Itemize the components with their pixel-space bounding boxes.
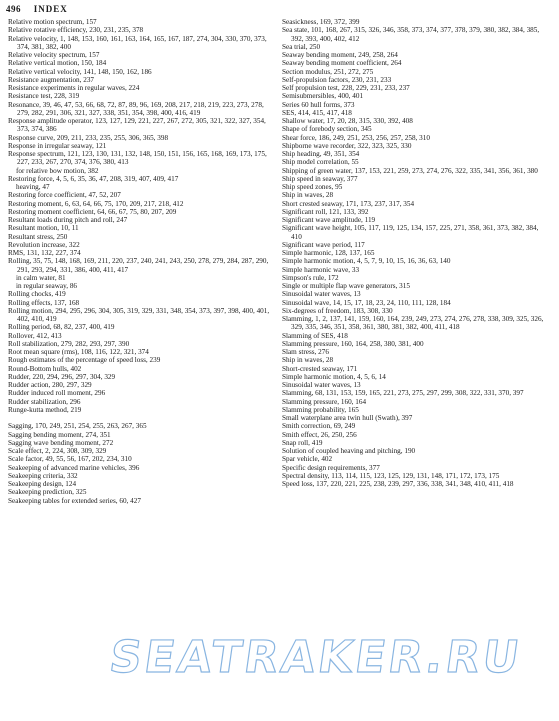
index-entry: Resultant loads during pitch and roll, 247	[8, 216, 128, 224]
index-entry: SES, 414, 415, 417, 418	[282, 108, 352, 117]
index-entry: Resonance, 39, 46, 47, 53, 66, 68, 72, 87, 89, 96, 169, 208, 217, 218, 219, 223, 273, 278, 279, 282, 291, 306, 321, 327, 338, 351, 354, 398, 400, 416, 419	[8, 100, 264, 117]
index-entry: Significant wave height, 105, 117, 119, 125, 134, 157, 225, 271, 358, 361, 373, 382, 384, 410	[282, 224, 539, 241]
index-entry: Specific design requirements, 377	[282, 463, 380, 472]
index-entry: Restoring moment, 6, 63, 64, 66, 75, 170, 209, 217, 218, 412	[8, 199, 184, 208]
index-entry: Response amplitude operator, 123, 127, 129, 221, 227, 267, 272, 305, 321, 322, 327, 354, 373, 374, 386	[8, 117, 266, 134]
index-entry: Sinusoidal water waves, 13	[282, 381, 361, 389]
index-entry: Sagging, 170, 249, 251, 254, 255, 263, 267, 365	[8, 422, 147, 431]
index-entry: Sea trial, 250	[282, 42, 321, 51]
index-entry: Scale effect, 2, 224, 308, 309, 329	[8, 447, 107, 455]
index-subentry: in calm water, 81	[16, 273, 66, 282]
index-entry: Resistance experiments in regular waves, 224	[8, 84, 140, 92]
index-entry: Spectral density, 113, 114, 115, 123, 125, 129, 131, 148, 171, 172, 173, 175	[282, 471, 500, 480]
index-entry: Self-propulsion factors, 230, 231, 233	[282, 75, 392, 84]
index-entry: Shape of forebody section, 345	[282, 125, 372, 134]
index-subentry: for relative bow motion, 382	[16, 166, 99, 175]
page-title: INDEX	[33, 4, 68, 14]
index-entry: Rudder stabilization, 296	[8, 397, 81, 406]
index-column-left	[8, 18, 272, 505]
index-entry: Series 60 hull forms, 373	[282, 100, 355, 109]
index-entry: Solution of coupled heaving and pitching, 190	[282, 447, 416, 455]
index-entry: Single or multiple flap wave generators, 315	[282, 282, 410, 290]
index-entry: Rudder induced roll moment, 296	[8, 389, 106, 398]
index-entry: Ship in waves, 28	[282, 191, 334, 200]
index-entry: Relative vertical motion, 150, 184	[8, 59, 107, 68]
index-entry: Short-crested seaway, 171	[282, 364, 358, 373]
index-entry: Restoring force coefficient, 47, 52, 207	[8, 191, 121, 200]
index-entry: Simple harmonic motion, 4, 5, 7, 9, 10, 15, 16, 36, 63, 140	[282, 257, 451, 266]
index-entry: Seakeeping design, 124	[8, 480, 77, 488]
index-entry: Rolling period, 68, 82, 237, 400, 419	[8, 323, 115, 332]
index-entry: Sagging bending moment, 274, 351	[8, 430, 111, 439]
index-entry: Shipping of green water, 137, 153, 221, 259, 273, 274, 276, 322, 335, 341, 356, 361, 380	[282, 166, 538, 175]
index-subentry: heaving, 47	[16, 183, 50, 191]
index-entry: Rolling, 35, 75, 148, 168, 169, 211, 220, 237, 240, 241, 243, 250, 278, 279, 284, 287, 290, 291, 293, 294, 331, 386, 400, 411, 417	[8, 257, 269, 274]
index-entry: Simple harmonic wave, 33	[282, 265, 360, 274]
index-entry: Ship in waves, 28	[282, 356, 334, 365]
index-entry: Scale factor, 49, 55, 56, 167, 202, 234, 310	[8, 455, 132, 464]
section-gap	[8, 414, 272, 422]
index-entry: Root mean square (rms), 108, 116, 122, 321, 374	[8, 348, 149, 356]
index-entry: Sinusoidal water waves, 13	[282, 290, 361, 299]
index-entry: Sea state, 101, 168, 267, 315, 326, 346, 358, 373, 374, 377, 378, 379, 380, 382, 384, 385, 392, 393, 400, 402, 412	[282, 26, 540, 43]
index-entry: Slamming of SES, 418	[282, 331, 348, 340]
index-entry: Revolution increase, 322	[8, 240, 80, 249]
index-entry: Speed loss, 137, 220, 221, 225, 238, 239, 297, 336, 338, 341, 348, 410, 411, 418	[282, 480, 514, 488]
index-entry: Relative velocity, 1, 148, 153, 160, 161, 163, 164, 165, 167, 187, 274, 304, 330, 370, 373, 374, 381, 382, 400	[8, 34, 267, 51]
watermark: SEATRAKER.RU	[106, 632, 526, 683]
index-entry: Semisubmersibles, 400, 401	[282, 92, 364, 101]
index-entry: Seakeeping prediction, 325	[8, 488, 87, 497]
index-entry: Rudder, 220, 294, 296, 297, 304, 329	[8, 372, 116, 381]
index-subentry: in regular seaway, 86	[16, 282, 78, 290]
index-entry: Simple harmonic motion, 4, 5, 6, 14	[282, 372, 386, 381]
index-entry: Small waterplane area twin hull (Swath), 397	[282, 414, 413, 422]
index-entry: Slam stress, 276	[282, 348, 329, 356]
index-entry: Restoring force, 4, 5, 6, 35, 36, 47, 208, 319, 407, 409, 417	[8, 174, 179, 183]
index-entry: Restoring moment coefficient, 64, 66, 67, 75, 80, 207, 209	[8, 207, 177, 216]
index-entry: Sinusoidal wave, 14, 15, 17, 18, 23, 24, 110, 111, 128, 184	[282, 298, 451, 307]
index-entry: Ship speed zones, 95	[282, 183, 343, 191]
index-entry: Self propulsion test, 228, 229, 231, 233, 237	[282, 84, 410, 92]
index-entry: Resultant motion, 10, 11	[8, 224, 79, 233]
index-column-right	[282, 18, 550, 488]
index-entry: Rollover, 412, 413	[8, 331, 62, 340]
index-entry: Seaway bending moment, 249, 258, 264	[282, 51, 398, 59]
index-entry: Ship speed in seaway, 377	[282, 174, 358, 183]
index-entry: Round-Bottom hulls, 402	[8, 364, 82, 373]
index-entry: Shallow water, 17, 20, 28, 315, 330, 392, 408	[282, 117, 413, 125]
index-entry: Slamming pressure, 160, 164	[282, 397, 367, 406]
index-entry: Six-degrees of freedom, 183, 308, 330	[282, 306, 393, 315]
index-entry: Sagging wave bending moment, 272	[8, 438, 114, 447]
index-entry: Significant wave period, 117	[282, 240, 365, 249]
index-entry: Seasickness, 169, 372, 399	[282, 18, 360, 26]
index-entry: Roll stabilization, 279, 282, 293, 297, 390	[8, 339, 130, 348]
index-entry: Rolling motion, 294, 295, 296, 304, 305, 319, 329, 331, 348, 354, 373, 397, 398, 400, 401, 402, 410, 419	[8, 306, 270, 323]
index-entry: Short crested seaway, 171, 173, 237, 317, 354	[282, 199, 415, 208]
index-entry: Response curve, 209, 211, 233, 235, 255, 306, 365, 398	[8, 133, 169, 142]
index-entry: Runge-kutta method, 219	[8, 405, 82, 414]
index-entry: Snap roll, 419	[282, 438, 323, 447]
index-entry: Slamming, 68, 131, 153, 159, 165, 221, 273, 275, 297, 299, 308, 322, 331, 370, 397	[282, 389, 524, 398]
page-number: 496	[6, 4, 21, 14]
index-entry: Resultant stress, 250	[8, 232, 68, 241]
index-entry: Seaway bending moment coefficient, 264	[282, 59, 402, 68]
index-entry: Simpson's rule, 172	[282, 273, 339, 282]
index-entry: Shear force, 186, 249, 251, 253, 256, 257, 258, 310	[282, 133, 430, 142]
index-entry: Slamming probability, 165	[282, 405, 359, 414]
index-entry: Relative velocity spectrum, 157	[8, 51, 100, 59]
index-entry: Smith correction, 69, 249	[282, 422, 356, 431]
index-entry: Seakeeping criteria, 332	[8, 471, 78, 480]
index-entry: Response spectrum, 121, 123, 130, 131, 132, 148, 150, 151, 156, 165, 168, 169, 173, 175, 227, 233, 267, 270, 374, 376, 380, 413	[8, 150, 267, 167]
index-entry: Relative rotative efficiency, 230, 231, 235, 378	[8, 26, 144, 35]
index-entry: Spar vehicle, 402	[282, 455, 333, 464]
page-header	[6, 4, 68, 14]
index-entry: Rolling effects, 137, 168	[8, 298, 80, 307]
index-entry: RMS, 131, 132, 227, 374	[8, 249, 81, 257]
index-entry: Significant wave amplitude, 119	[282, 216, 376, 224]
index-entry: Smith effect, 26, 250, 256	[282, 430, 357, 439]
index-entry: Response in irregular seaway, 121	[8, 141, 107, 150]
index-entry: Significant roll, 121, 133, 392	[282, 207, 369, 216]
index-entry: Shipborne wave recorder, 322, 323, 325, 330	[282, 141, 412, 150]
index-entry: Seakeeping of advanced marine vehicles, 396	[8, 463, 140, 472]
index-entry: Relative vertical velocity, 141, 148, 150, 162, 186	[8, 67, 152, 76]
index-entry: Slamming pressure, 160, 164, 258, 380, 381, 400	[282, 339, 424, 348]
index-entry: Rough estimates of the percentage of speed loss, 239	[8, 356, 161, 365]
index-entry: Relative motion spectrum, 157	[8, 18, 97, 26]
index-entry: Seakeeping tables for extended series, 60, 427	[8, 496, 141, 505]
index-entry: Slamming, 1, 2, 137, 141, 159, 160, 164, 239, 249, 273, 274, 276, 278, 338, 309, 325, 326, 329, 335, 346, 351, 358, 361, 380, 381, 382, 400, 411, 418	[282, 315, 544, 332]
index-entry: Resistance augmentation, 237	[8, 75, 95, 84]
index-entry: Resistance test, 228, 319	[8, 92, 80, 101]
index-entry: Rolling chocks, 419	[8, 290, 66, 299]
index-entry: Ship heading, 49, 351, 354	[282, 150, 360, 158]
index-entry: Simple harmonic, 128, 137, 165	[282, 249, 375, 257]
index-entry: Section modulus, 251, 272, 275	[282, 67, 374, 76]
index-entry: Ship model correlation, 55	[282, 158, 359, 167]
index-entry: Rudder action, 280, 297, 329	[8, 381, 92, 389]
